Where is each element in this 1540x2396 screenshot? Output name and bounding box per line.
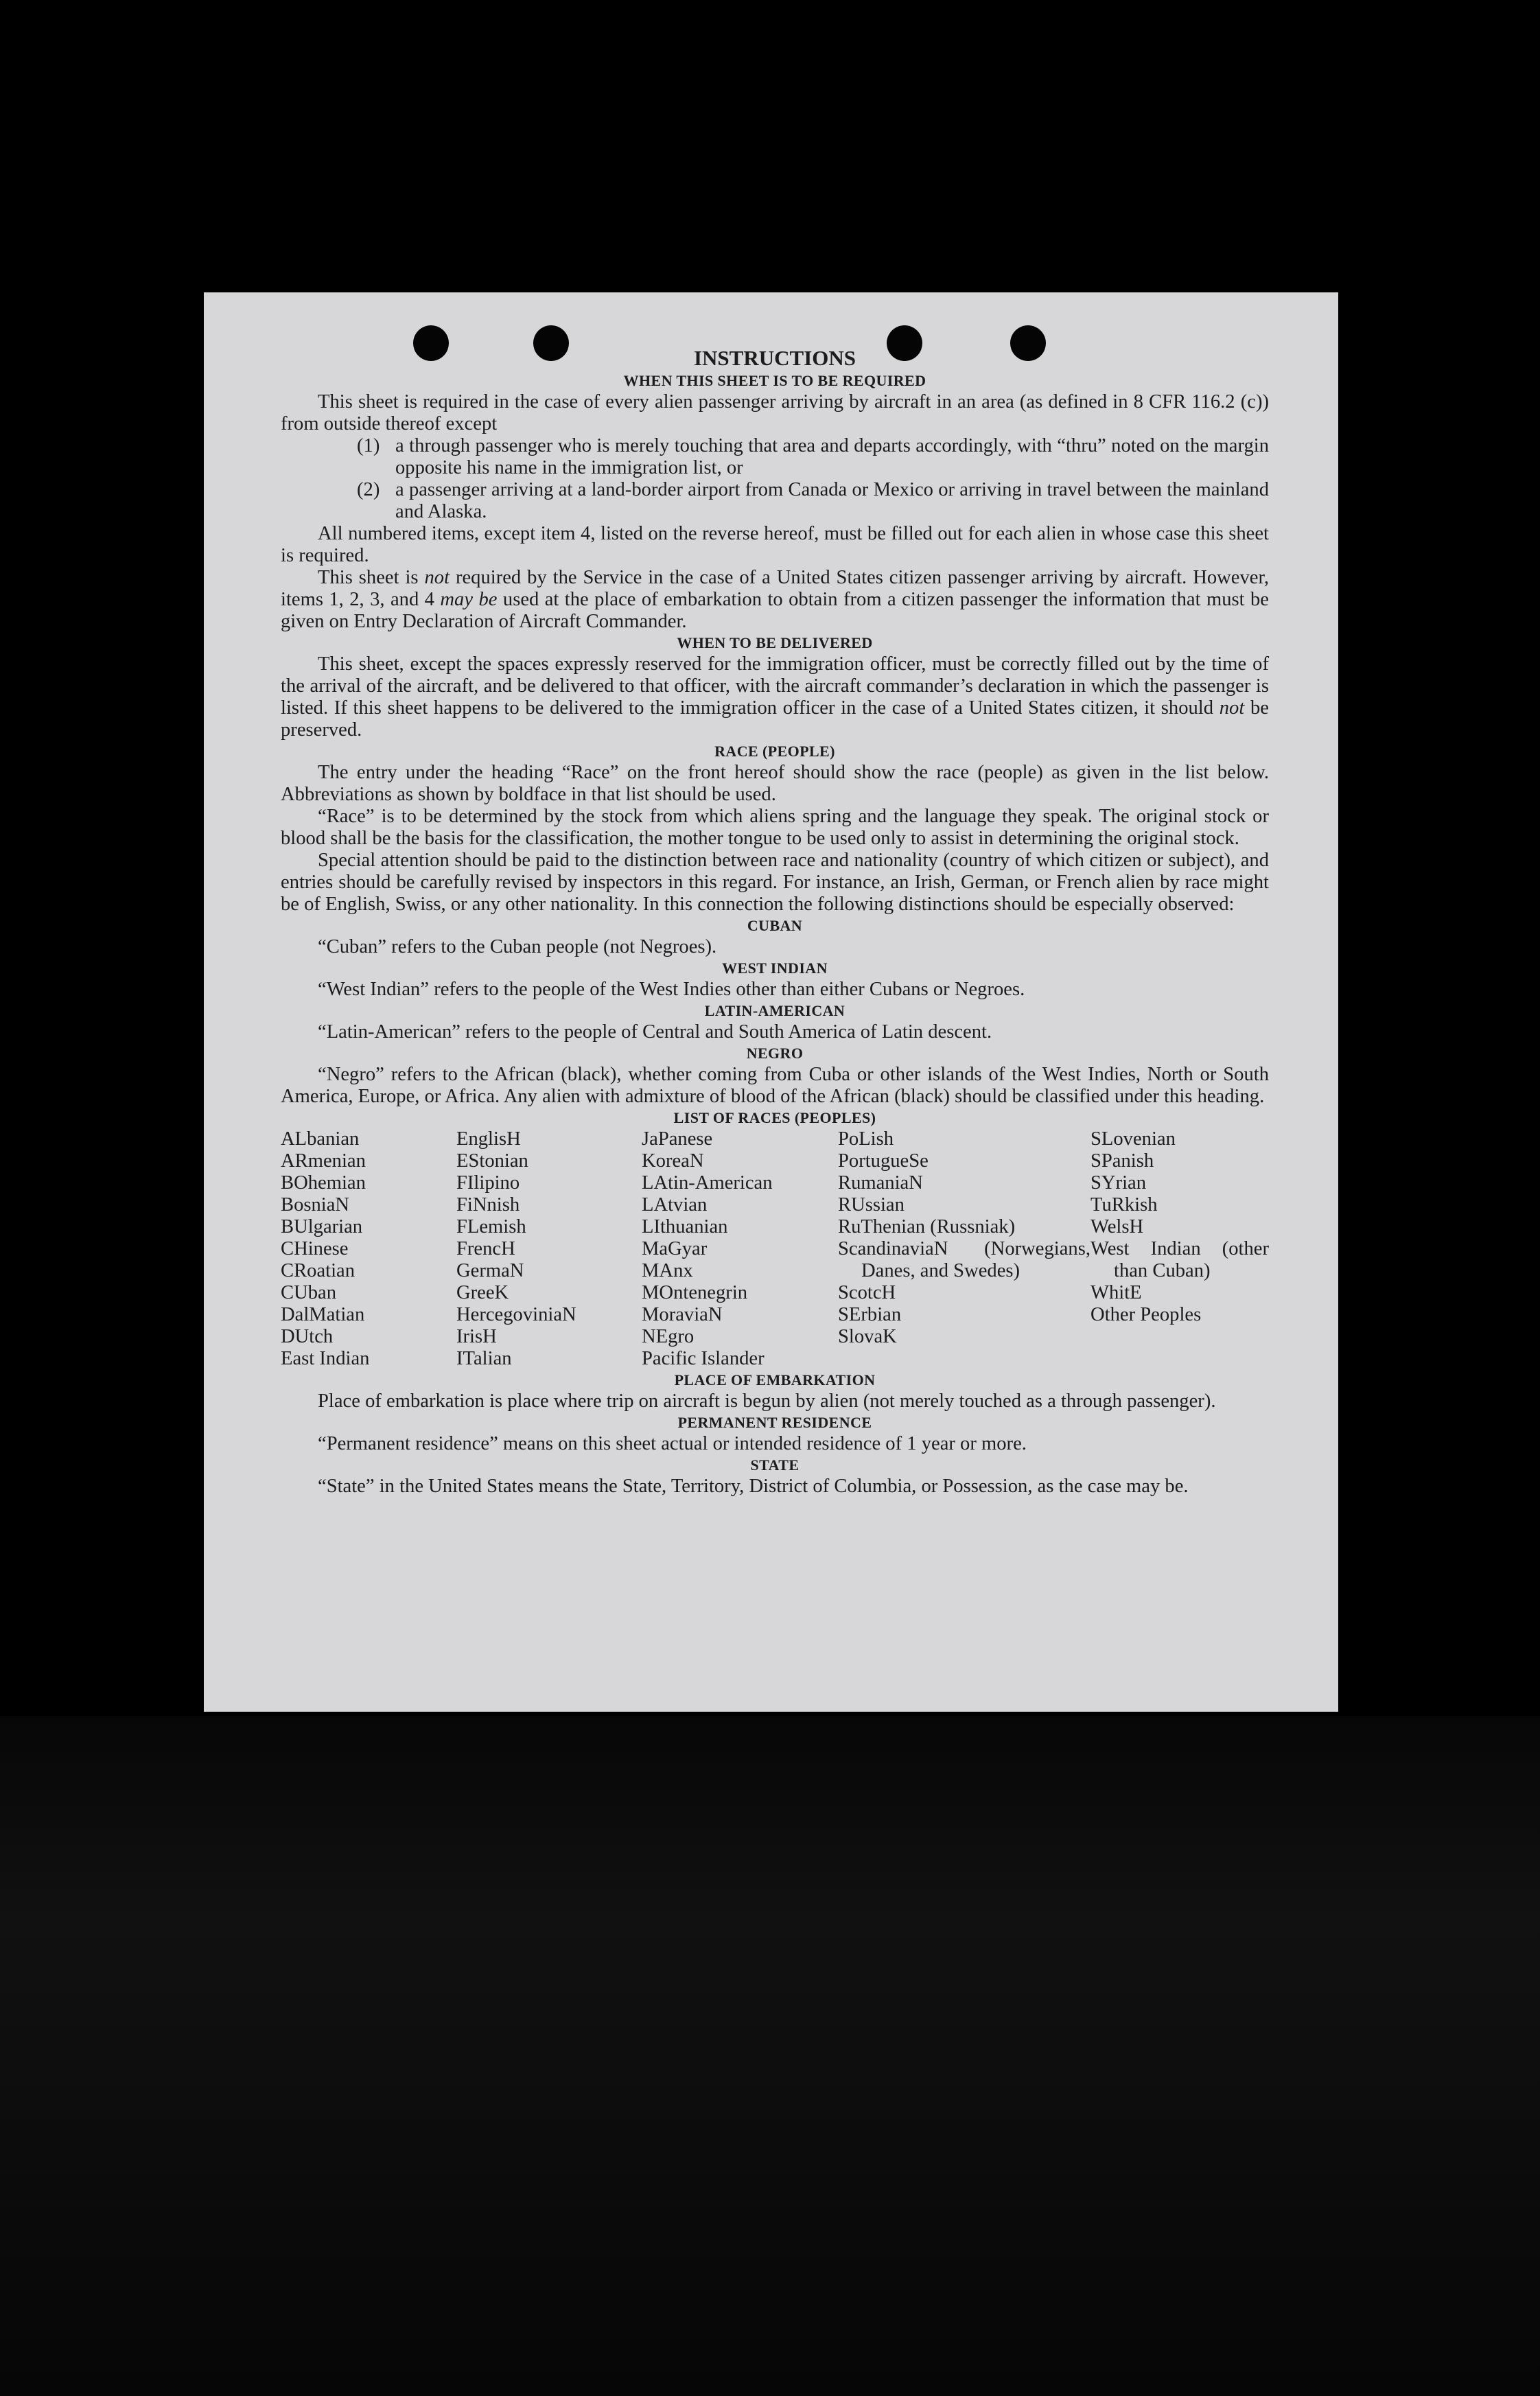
paragraph: “Latin-American” refers to the people of Central and South America of Latin descent. (318, 1021, 992, 1043)
race-entry: BOhemian (281, 1172, 366, 1194)
race-entry: RUssian (838, 1194, 905, 1216)
race-entry: ScandinaviaN (Norwegians, Danes, and Swedes) (838, 1238, 1090, 1281)
race-entry: GermaN (456, 1260, 524, 1281)
paragraph: Special attention should be paid to the distinction between race and nationality (country of which citizen or subject), and entries should be carefully revised by inspectors in this regard. For instance, an Irish, German, or French alien by race might be of English, Swiss, or any other nationality. In this connection the following distinctions should be especially observed: (281, 850, 1269, 915)
race-entry: West Indian (other than Cuban) (1090, 1238, 1269, 1281)
race-entry: SPanish (1090, 1150, 1154, 1172)
item-text: a passenger arriving at a land-border airport from Canada or Mexico or arriving in travel between the mainland and Alaska. (395, 479, 1269, 522)
race-entry: ITalian (456, 1348, 512, 1369)
race-entry: Pacific Islander (642, 1348, 765, 1369)
heading-when-required: WHEN THIS SHEET IS TO BE REQUIRED (623, 372, 926, 389)
heading-latin-american: LATIN-AMERICAN (704, 1002, 845, 1019)
races-column-3 (642, 1128, 838, 1370)
race-entry: MOntenegrin (642, 1282, 748, 1303)
item-text: a through passenger who is merely touching that area and departs accordingly, with “thru” noted on the margin opposite his name in the immigration list, or (395, 435, 1269, 478)
race-entry: FLemish (456, 1216, 526, 1237)
heading-state: STATE (750, 1456, 800, 1474)
race-entry: East Indian (281, 1348, 370, 1369)
race-entry: ARmenian (281, 1150, 366, 1172)
race-entry: LAtin-American (642, 1172, 773, 1194)
paragraph: “Permanent residence” means on this sheet actual or intended residence of 1 year or more. (318, 1433, 1027, 1454)
document-sheet (204, 292, 1338, 1712)
race-entry: EStonian (456, 1150, 528, 1172)
paragraph: This sheet, except the spaces expressly reserved for the immigration officer, must be correctly filled out by the time of the arrival of the aircraft, and be delivered to that officer, with the aircraft commander’s declaration in which the passenger is listed. If this sheet happens to be delivered to the immigration officer in the case of a United States citizen, it should not be preserved. (281, 653, 1269, 741)
race-entry: MAnx (642, 1260, 693, 1281)
race-entry: KoreaN (642, 1150, 704, 1172)
races-column-4 (838, 1128, 1090, 1370)
race-entry: WelsH (1090, 1216, 1144, 1237)
race-entry: EnglisH (456, 1128, 521, 1150)
instructions-text (281, 346, 1269, 1498)
races-table (281, 1128, 1269, 1370)
race-entry: CRoatian (281, 1260, 355, 1281)
race-entry: MaGyar (642, 1238, 708, 1259)
paragraph: This sheet is not required by the Service in the case of a United States citizen passenger arriving by aircraft. However, items 1, 2, 3, and 4 may be used at the place of embarkation to obtain from a citizen passenger the information that must be given on Entry Declaration of Aircraft Commander. (281, 567, 1270, 632)
races-column-1 (281, 1128, 456, 1370)
race-entry: RuThenian (Russniak) (838, 1216, 1016, 1237)
paragraph: “Race” is to be determined by the stock from which aliens spring and the language they speak. The original stock or blood shall be the basis for the classification, the mother tongue to be used only to assist in determining the original stock. (281, 806, 1269, 849)
paragraph: “State” in the United States means the State, Territory, District of Columbia, or Possession, as the case may be. (318, 1476, 1189, 1497)
race-entry: BosniaN (281, 1194, 350, 1216)
item-number: (2) (357, 479, 380, 500)
race-entry: BUlgarian (281, 1216, 363, 1237)
race-entry: FrencH (456, 1238, 515, 1259)
list-item (357, 479, 1269, 523)
races-column-2 (456, 1128, 642, 1370)
race-entry: Other Peoples (1090, 1304, 1202, 1325)
race-entry: NEgro (642, 1326, 695, 1347)
paragraph: The entry under the heading “Race” on the front hereof should show the race (people) as given in the list below. Abbreviations as shown by boldface in that list should be used. (281, 762, 1269, 805)
race-entry: HercegoviniaN (456, 1304, 576, 1325)
heading-race: RACE (PEOPLE) (714, 743, 835, 760)
race-entry: DalMatian (281, 1304, 365, 1325)
race-entry: PoLish (838, 1128, 894, 1150)
paragraph: “West Indian” refers to the people of the West Indies other than either Cubans or Negroes. (318, 979, 1025, 1000)
heading-when-delivered: WHEN TO BE DELIVERED (677, 634, 873, 651)
paragraph: This sheet is required in the case of every alien passenger arriving by aircraft in an area (as defined in 8 CFR 116.2 (c)) from outside thereof except (281, 391, 1269, 434)
race-entry: SYrian (1090, 1172, 1147, 1194)
race-entry: IrisH (456, 1326, 497, 1347)
race-entry: CHinese (281, 1238, 349, 1259)
race-entry: FiNnish (456, 1194, 520, 1216)
race-entry: ScotcH (838, 1282, 896, 1303)
race-entry: GreeK (456, 1282, 509, 1303)
race-entry: WhitE (1090, 1282, 1142, 1303)
heading-permanent-residence: PERMANENT RESIDENCE (677, 1414, 872, 1431)
race-entry: ALbanian (281, 1128, 360, 1150)
heading-negro: NEGRO (746, 1045, 804, 1062)
paragraph: All numbered items, except item 4, listed on the reverse hereof, must be filled out for each alien in whose case this sheet is required. (281, 523, 1269, 566)
item-number: (1) (357, 435, 380, 456)
list-item (357, 435, 1269, 479)
heading-cuban: CUBAN (747, 917, 803, 934)
race-entry: SErbian (838, 1304, 902, 1325)
heading-embarkation: PLACE OF EMBARKATION (674, 1371, 876, 1388)
race-entry: JaPanese (642, 1128, 713, 1150)
race-entry: DUtch (281, 1326, 334, 1347)
heading-list-of-races: LIST OF RACES (PEOPLES) (673, 1109, 876, 1126)
races-column-5 (1090, 1128, 1269, 1370)
race-entry: RumaniaN (838, 1172, 923, 1194)
scanner-background (0, 1716, 1540, 2396)
race-entry: MoraviaN (642, 1304, 723, 1325)
race-entry: SLovenian (1090, 1128, 1176, 1150)
page-title: INSTRUCTIONS (693, 346, 856, 370)
race-entry: SlovaK (838, 1326, 897, 1347)
race-entry: LAtvian (642, 1194, 708, 1216)
race-entry: LIthuanian (642, 1216, 728, 1237)
race-entry: CUban (281, 1282, 337, 1303)
race-entry: TuRkish (1090, 1194, 1158, 1216)
heading-west-indian: WEST INDIAN (722, 959, 828, 977)
paragraph: “Cuban” refers to the Cuban people (not Negroes). (318, 936, 717, 957)
race-entry: FIlipino (456, 1172, 520, 1194)
race-entry: PortugueSe (838, 1150, 929, 1172)
paragraph: Place of embarkation is place where trip on aircraft is begun by alien (not merely touched as a through passenger). (318, 1391, 1216, 1412)
paragraph: “Negro” refers to the African (black), whether coming from Cuba or other islands of the West Indies, North or South America, Europe, or Africa. Any alien with admixture of blood of the African (black) should be classified under this heading. (281, 1064, 1269, 1107)
